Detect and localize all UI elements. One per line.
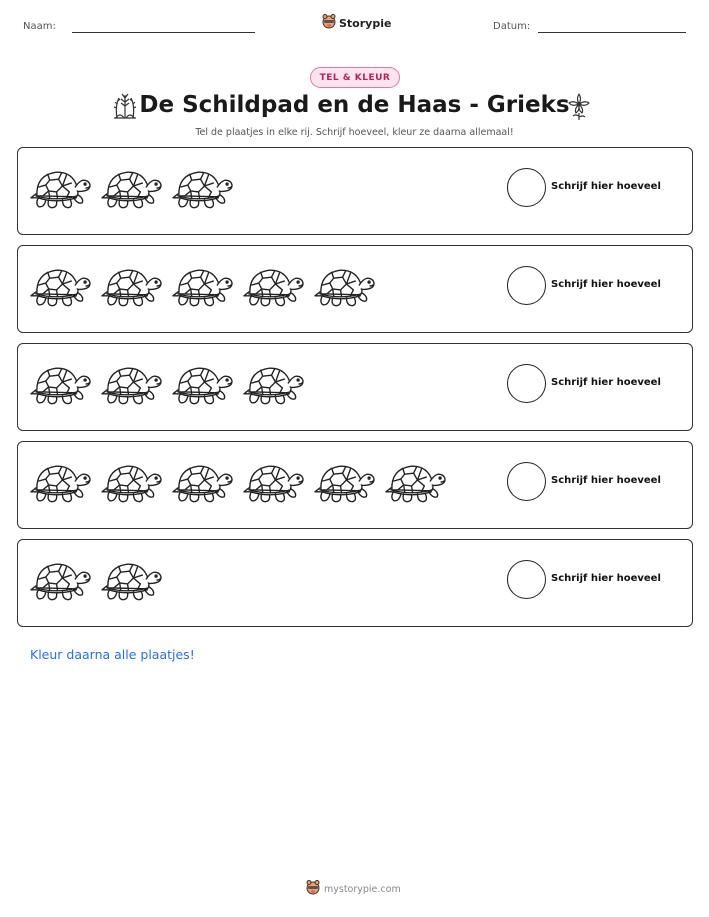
brand <box>322 13 391 33</box>
counting-row <box>17 245 693 333</box>
counting-row <box>17 441 693 529</box>
turtle-icon <box>30 263 91 309</box>
answer-circle[interactable] <box>507 168 546 207</box>
answer-label: Schrijf hier hoeveel <box>551 475 661 486</box>
turtle-group <box>30 263 375 309</box>
counting-rows <box>17 147 693 637</box>
instructions: Tel de plaatjes in elke rij. Schrijf hoeveel, kleur ze daarna allemaal! <box>195 127 514 138</box>
turtle-icon <box>172 459 233 505</box>
turtle-icon <box>172 165 233 211</box>
storypie-logo-icon <box>322 13 336 33</box>
turtle-icon <box>30 361 91 407</box>
site-url: mystorypie.com <box>324 883 401 895</box>
page-title: De Schildpad en de Haas - Grieks <box>139 92 570 118</box>
name-line[interactable] <box>72 32 255 33</box>
turtle-icon <box>30 459 91 505</box>
turtle-icon <box>101 263 162 309</box>
turtle-icon <box>172 263 233 309</box>
turtle-icon <box>30 165 91 211</box>
answer-circle[interactable] <box>507 462 546 501</box>
turtle-icon <box>314 263 375 309</box>
counting-row <box>17 343 693 431</box>
turtle-icon <box>243 361 304 407</box>
turtle-icon <box>385 459 446 505</box>
answer-circle[interactable] <box>507 266 546 305</box>
turtle-icon <box>101 165 162 211</box>
answer-label: Schrijf hier hoeveel <box>551 279 661 290</box>
answer-circle[interactable] <box>507 560 546 599</box>
answer-label: Schrijf hier hoeveel <box>551 573 661 584</box>
turtle-icon <box>101 557 162 603</box>
answer-label: Schrijf hier hoeveel <box>551 181 661 192</box>
flower-icon <box>566 91 592 125</box>
counting-row <box>17 539 693 627</box>
turtle-icon <box>243 459 304 505</box>
turtle-icon <box>243 263 304 309</box>
answer-circle[interactable] <box>507 364 546 403</box>
site-footer <box>306 879 401 899</box>
turtle-group <box>30 361 304 407</box>
date-line[interactable] <box>538 32 686 33</box>
coloring-note: Kleur daarna alle plaatjes! <box>30 647 195 662</box>
turtle-icon <box>30 557 91 603</box>
answer-label: Schrijf hier hoeveel <box>551 377 661 388</box>
counting-row <box>17 147 693 235</box>
turtle-icon <box>101 361 162 407</box>
turtle-group <box>30 557 162 603</box>
brand-name: Storypie <box>339 16 392 30</box>
turtle-group <box>30 459 446 505</box>
turtle-icon <box>172 361 233 407</box>
name-label: Naam: <box>23 21 56 32</box>
storypie-logo-icon <box>306 879 320 899</box>
category-badge: TEL & KLEUR <box>310 67 400 88</box>
turtle-group <box>30 165 233 211</box>
date-label: Datum: <box>493 21 531 32</box>
turtle-icon <box>314 459 375 505</box>
turtle-icon <box>101 459 162 505</box>
